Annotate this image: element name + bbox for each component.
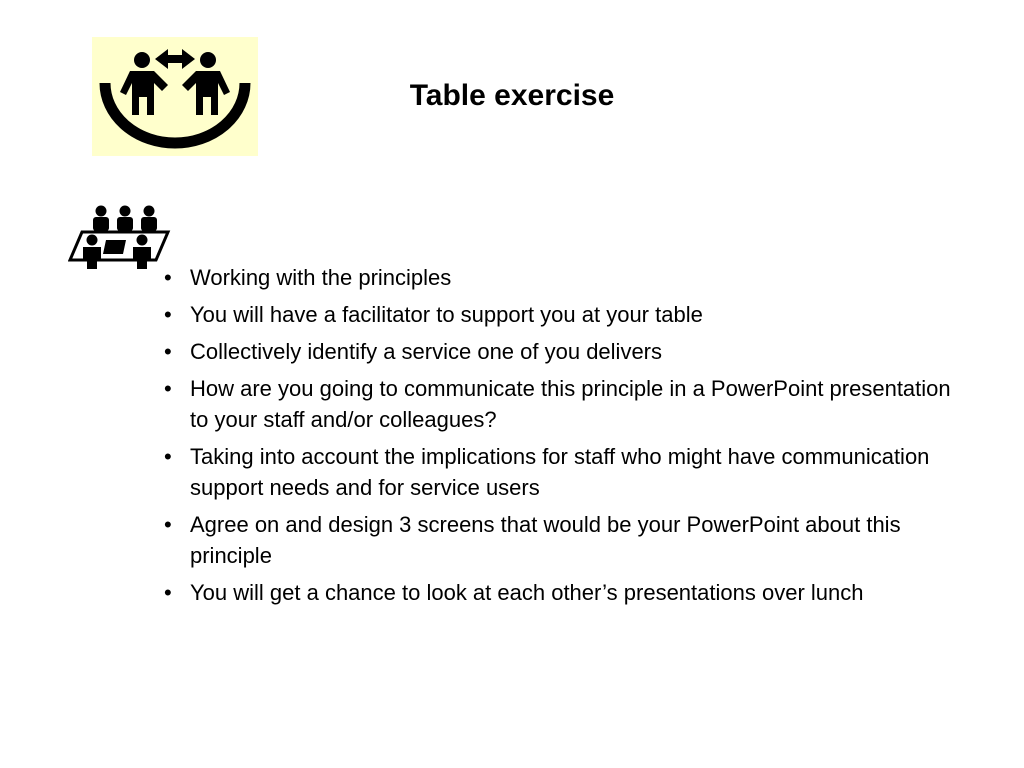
people-exchange-icon — [92, 37, 258, 156]
meeting-table-icon — [68, 204, 172, 270]
logo-box — [92, 37, 258, 156]
bullet-text: Taking into account the implications for staff who might have communication support needs and for service users — [190, 444, 930, 500]
list-item — [162, 373, 962, 435]
bullet-dot: • — [164, 512, 172, 537]
bullet-text: How are you going to communicate this principle in a PowerPoint presentation to your staff and/or colleagues? — [190, 376, 951, 432]
bullet-text: Working with the principles — [190, 265, 452, 290]
list-item — [162, 299, 962, 330]
bullet-dot: • — [164, 339, 172, 364]
bullet-dot: • — [164, 376, 172, 401]
bullet-text: You will get a chance to look at each other’s presentations over lunch — [190, 580, 864, 605]
list-item — [162, 441, 962, 503]
list-item — [162, 262, 962, 293]
page-title: Table exercise — [409, 79, 615, 112]
bullet-dot: • — [164, 580, 172, 605]
list-item — [162, 509, 962, 571]
table-icon-container — [68, 204, 172, 270]
bullet-dot: • — [164, 265, 172, 290]
bullet-dot: • — [164, 302, 172, 327]
bullet-text: Agree on and design 3 screens that would be your PowerPoint about this principle — [190, 512, 901, 568]
bullet-text: You will have a facilitator to support you at your table — [190, 302, 703, 327]
list-item — [162, 336, 962, 367]
list-item — [162, 577, 962, 608]
bullet-dot: • — [164, 444, 172, 469]
bullet-text: Collectively identify a service one of you delivers — [190, 339, 663, 364]
bullet-list — [162, 262, 962, 614]
